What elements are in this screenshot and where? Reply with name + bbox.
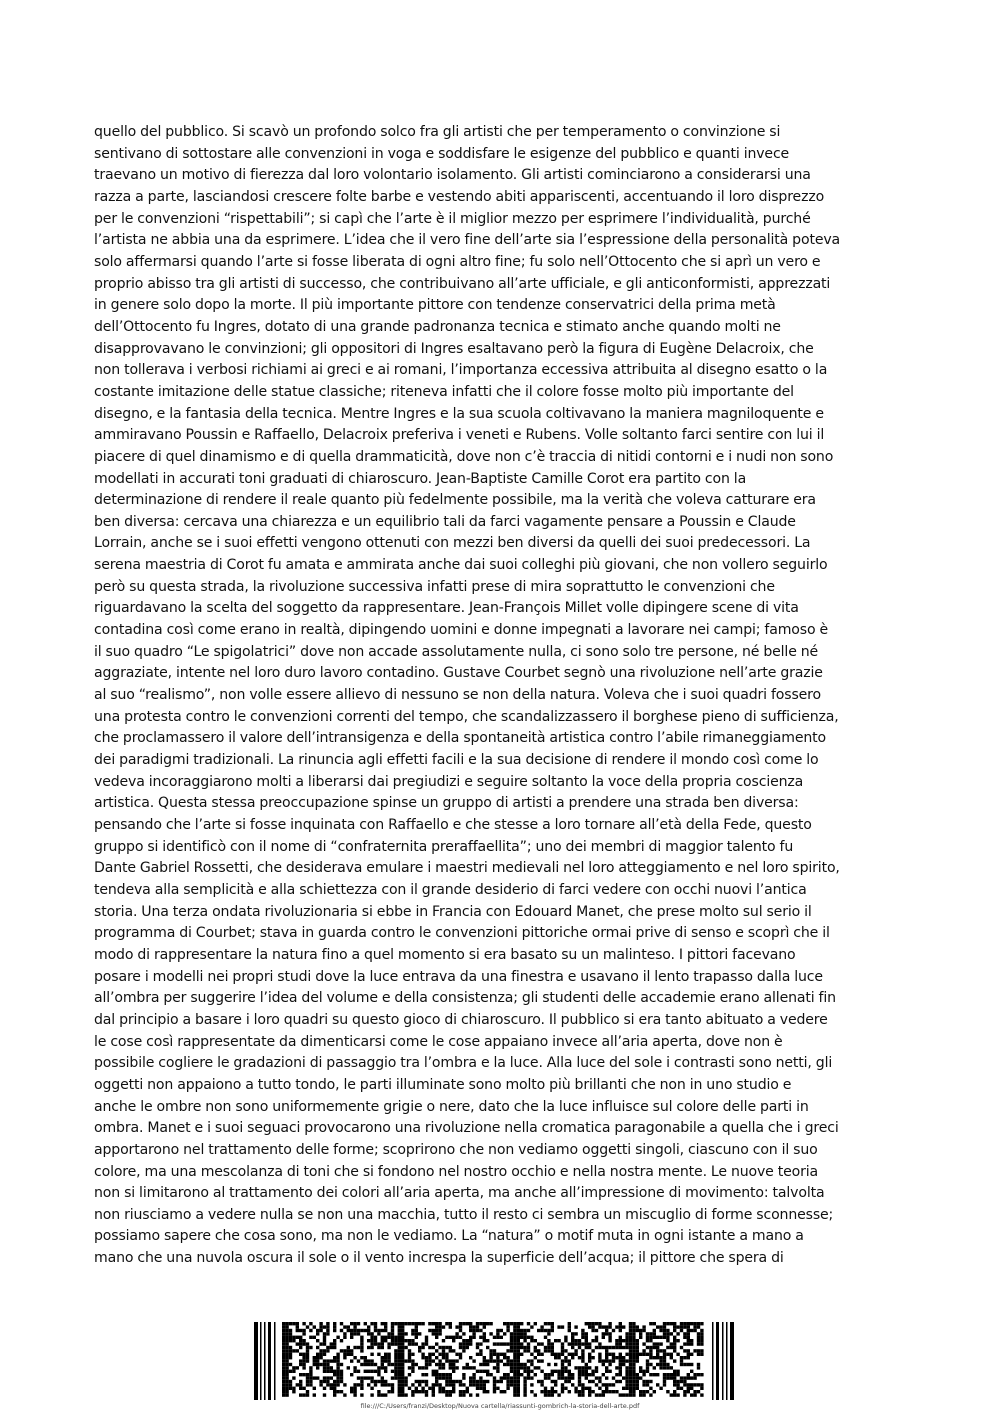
text-line: storia. Una terza ondata rivoluzionaria si ebbe in Francia con Edouard Manet, che prese molto sul serio il [94, 903, 812, 920]
footer-file-path: file:///C:/Users/franzi/Desktop/Nuova cartella/riassunti-gombrich-la-storia-dell-arte.pdf [360, 1402, 640, 1410]
text-line: disegno, e la fantasia della tecnica. Mentre Ingres e la sua scuola coltivavano la maniera magniloquente e [94, 405, 824, 422]
text-line: programma di Courbet; stava in guarda contro le convenzioni pittoriche ormai prive di senso e scoprì che il [94, 925, 830, 942]
text-line: le cose così rappresentate da dimenticarsi come le cose appaiano invece all’aria aperta, dove non è [94, 1033, 783, 1050]
text-line: costante imitazione delle statue classiche; riteneva infatti che il colore fosse molto più importante del [94, 383, 794, 400]
text-line: determinazione di rendere il reale quanto più fedelmente possibile, ma la verità che voleva catturare era [94, 492, 816, 509]
text-line: per le convenzioni “rispettabili”; si capì che l’arte è il miglior mezzo per esprimere l’individualità, purché [94, 210, 811, 227]
text-line: artistica. Questa stessa preoccupazione spinse un gruppo di artisti a prendere una strada ben diversa: [94, 795, 799, 812]
text-line: oggetti non appaiono a tutto tondo, le parti illuminate sono molto più brillanti che non in uno studio e [94, 1076, 792, 1093]
text-line: al suo “realismo”, non volle essere allievo di nessuno se non della natura. Voleva che i suoi quadri fossero [94, 687, 821, 704]
text-line: aggraziate, intente nel loro duro lavoro contadino. Gustave Courbet segnò una rivoluzione nell’arte grazie [94, 665, 823, 682]
text-line: razza a parte, lasciandosi crescere folte barbe e vestendo abiti appariscenti, accentuando il loro disprezzo [94, 188, 825, 205]
text-line: proprio abisso tra gli artisti di successo, che contribuivano all’arte ufficiale, e gli anticonformisti, apprezzati [94, 275, 831, 292]
text-line: tendeva alla semplicità e alla schiettezza con il grande desiderio di farci vedere con occhi nuovi l’antica [94, 881, 807, 898]
text-line: modo di rappresentare la natura fino a quel momento si era basato su un malinteso. I pittori facevano [94, 946, 796, 963]
text-line: sentivano di sottostare alle convenzioni in voga e soddisfare le esigenze del pubblico e quanti invece [94, 145, 790, 162]
text-line: possibile cogliere le gradazioni di passaggio tra l’ombra e la luce. Alla luce del sole i contrasti sono netti, gli [94, 1055, 833, 1072]
text-line: Lorrain, anche se i suoi effetti vengono ottenuti con mezzi ben diversi da quelli dei suoi predecessori. La [94, 535, 811, 552]
barcode [254, 1322, 736, 1400]
text-line: modellati in accurati toni graduati di chiaroscuro. Jean-Baptiste Camille Corot era partito con la [94, 470, 747, 487]
text-line: vedeva incoraggiarono molti a liberarsi dai pregiudizi e seguire soltanto la voce della propria coscienza [94, 773, 804, 790]
text-line: traevano un motivo di fierezza dal loro volontario isolamento. Gli artisti cominciarono a considerarsi una [94, 167, 811, 184]
text-line: una protesta contro le convenzioni correnti del tempo, che scandalizzassero il borghese pieno di sufficienza, [94, 708, 839, 725]
text-line: solo affermarsi quando l’arte si fosse liberata di ogni altro fine; fu solo nell’Ottocento che si aprì un vero e [94, 253, 821, 270]
text-line: serena maestria di Corot fu amata e ammirata anche dai suoi colleghi più giovani, che non vollero seguirlo [94, 557, 828, 574]
text-line: disapprovavano le convinzioni; gli oppositori di Ingres esaltavano però la figura di Eugène Delacroix, che [94, 340, 814, 357]
text-line: dell’Ottocento fu Ingres, dotato di una grande padronanza tecnica e stimato anche quando molti ne [94, 318, 781, 335]
text-line: anche le ombre non sono uniformemente grigie o nere, dato che la luce influisce sul colore delle parti in [94, 1098, 809, 1115]
text-line: ben diversa: cercava una chiarezza e un equilibrio tali da farci vagamente pensare a Poussin e Claude [94, 513, 796, 530]
text-line: all’ombra per suggerire l’idea del volume e della consistenza; gli studenti delle accademie erano allenati fin [94, 990, 836, 1007]
text-line: gruppo si identificò con il nome di “confraternita preraffaellita”; uno dei membri di maggior talento fu [94, 838, 794, 855]
text-line: piacere di quel dinamismo e di quella drammaticità, dove non c’è traccia di nitidi contorni e i nudi non sono [94, 448, 834, 465]
text-line: il suo quadro “Le spigolatrici” dove non accade assolutamente nulla, ci sono solo tre persone, né belle né [94, 643, 819, 660]
text-line: riguardavano la scelta del soggetto da rappresentare. Jean-François Millet volle dipingere scene di vita [94, 600, 799, 617]
text-line: colore, ma una mescolanza di toni che si fondono nel nostro occhio e nella nostra mente. Le nuove teoria [94, 1163, 818, 1180]
text-line: apportarono nel trattamento delle forme; scoprirono che non vediamo oggetti singoli, ciascuno con il suo [94, 1141, 818, 1158]
text-line: dal principio a basare i loro quadri su questo gioco di chiaroscuro. Il pubblico si era tanto abituato a vedere [94, 1011, 828, 1028]
text-line: non riusciamo a vedere nulla se non una macchia, tutto il resto ci sembra un miscuglio di forme sconnesse; [94, 1206, 834, 1223]
text-line: ombra. Manet e i suoi seguaci provocarono una rivoluzione nella cromatica paragonabile a quella che i greci [94, 1120, 839, 1137]
text-line: possiamo sapere che cosa sono, ma non le vediamo. La “natura” o motif muta in ogni istante a mano a [94, 1228, 804, 1245]
text-line: mano che una nuvola oscura il sole o il vento increspa la superficie dell’acqua; il pittore che spera di [94, 1250, 784, 1267]
text-line: dei paradigmi tradizionali. La rinuncia agli effetti facili e la sua decisione di rendere il mondo così come lo [94, 752, 819, 769]
text-line: ammiravano Poussin e Raffaello, Delacroix preferiva i veneti e Rubens. Volle soltanto farci sentire con lui il [94, 427, 825, 444]
text-line: l’artista ne abbia una da esprimere. L’idea che il vero fine dell’arte sia l’espressione della personalità poteva [94, 232, 841, 249]
text-line: però su questa strada, la rivoluzione successiva infatti prese di mira soprattutto le convenzioni che [94, 578, 775, 595]
text-line: contadina così come erano in realtà, dipingendo uomini e donne impegnati a lavorare nei campi; famoso è [94, 622, 828, 639]
text-line: pensando che l’arte si fosse inquinata con Raffaello e che stesse a loro tornare all’età della Fede, questo [94, 817, 812, 833]
document-body [94, 122, 920, 1270]
text-line: non si limitarono al trattamento dei colori all’aria aperta, ma anche all’impressione di movimento: talvolta [94, 1185, 825, 1202]
text-line: che proclamassero il valore dell’intransigenza e della spontaneità artistica contro l’abile rimaneggiamento [94, 730, 826, 747]
text-line: quello del pubblico. Si scavò un profondo solco fra gli artisti che per temperamento o convinzione si [94, 124, 781, 140]
text-line: Dante Gabriel Rossetti, che desiderava emulare i maestri medievali nel loro atteggiamento e nel loro spirito, [94, 860, 840, 877]
text-line: posare i modelli nei propri studi dove la luce entrava da una finestra e usavano il lento trapasso dalla luce [94, 968, 823, 985]
text-line: in genere solo dopo la morte. Il più importante pittore con tendenze conservatrici della prima metà [94, 297, 776, 314]
text-line: non tollerava i verbosi richiami ai greci e ai romani, l’importanza eccessiva attribuita al disegno esatto o la [94, 362, 828, 379]
